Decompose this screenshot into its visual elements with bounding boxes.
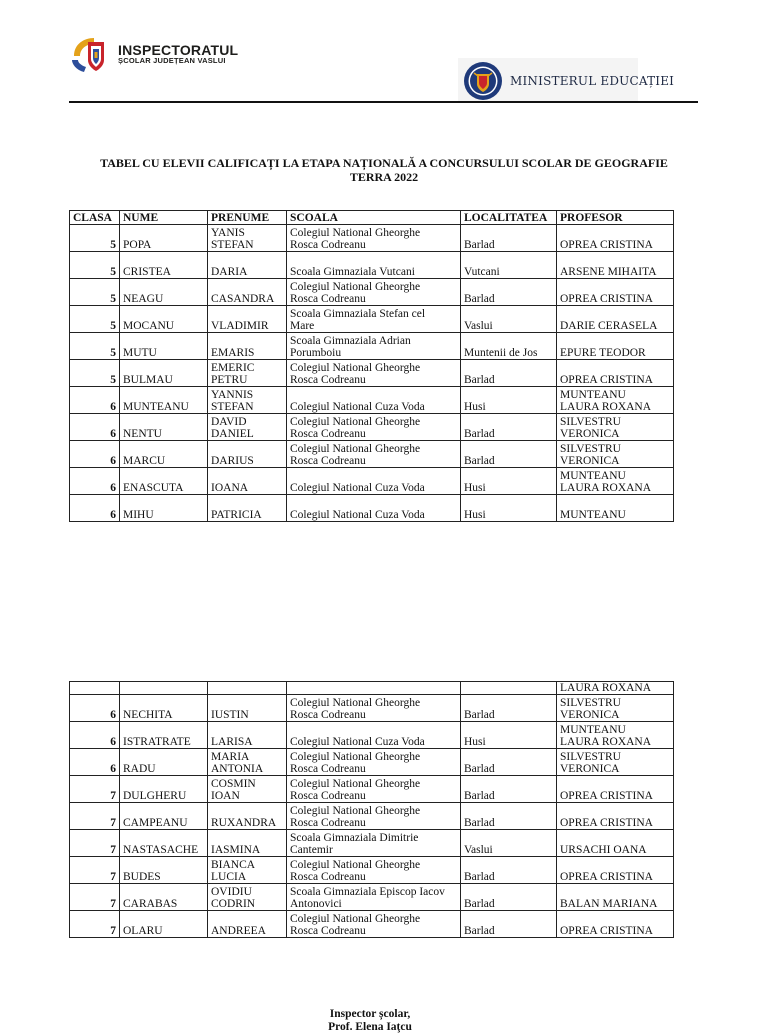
cell-scoala bbox=[287, 911, 461, 938]
cell-prenume bbox=[208, 884, 287, 911]
students-table-page1 bbox=[69, 210, 674, 522]
table-row-continuation bbox=[70, 682, 674, 695]
cell-profesor bbox=[557, 884, 674, 911]
column-header-profesor: PROFESOR bbox=[557, 211, 674, 225]
cell-prenume bbox=[208, 722, 287, 749]
cell-profesor-line: SILVESTRU bbox=[560, 443, 621, 455]
cell-localitate: Barlad bbox=[461, 279, 557, 306]
cell-scoala bbox=[287, 252, 461, 279]
cell-clasa: 5 bbox=[70, 306, 120, 333]
cell-prenume-line: CODRIN bbox=[211, 898, 256, 910]
cell-nume: NASTASACHE bbox=[120, 830, 208, 857]
table-row bbox=[70, 722, 674, 749]
cell-scoala-line: Rosca Codreanu bbox=[290, 871, 366, 883]
column-header-prenume: PRENUME bbox=[208, 211, 287, 225]
cell-scoala-line: Mare bbox=[290, 320, 315, 332]
cell-prenume-line: YANIS bbox=[211, 227, 245, 239]
cell-profesor-line: DARIE CERASELA bbox=[560, 320, 658, 332]
cell-nume: CAMPEANU bbox=[120, 803, 208, 830]
cell-prenume-line: DANIEL bbox=[211, 428, 254, 440]
signature-title: Inspector școlar, bbox=[329, 1008, 411, 1020]
cell-scoala bbox=[287, 495, 461, 522]
cell-scoala-line: Scoala Gimnaziala Stefan cel bbox=[290, 308, 426, 320]
cell-localitate: Vaslui bbox=[461, 830, 557, 857]
cell-nume: MUTU bbox=[120, 333, 208, 360]
cell-prenume-line: LARISA bbox=[211, 736, 253, 748]
cell-profesor-line: OPREA CRISTINA bbox=[560, 871, 653, 883]
table-row bbox=[70, 441, 674, 468]
cell-profesor bbox=[557, 441, 674, 468]
table-row bbox=[70, 252, 674, 279]
cell-scoala-line: Colegiul National Cuza Voda bbox=[290, 509, 425, 521]
cell-scoala-line: Colegiul National Gheorghe bbox=[290, 751, 421, 763]
cell-prenume bbox=[208, 441, 287, 468]
cell-scoala-line: Rosca Codreanu bbox=[290, 374, 366, 386]
cell-profesor bbox=[557, 468, 674, 495]
cell-prenume-line: MARIA bbox=[211, 751, 250, 763]
cell-scoala-line: Porumboiu bbox=[290, 347, 342, 359]
cell-nume: CARABAS bbox=[120, 884, 208, 911]
cell-prenume-line: DARIA bbox=[211, 266, 248, 278]
cell-profesor-line: URSACHI OANA bbox=[560, 844, 647, 856]
cell-scoala-line: Colegiul National Gheorghe bbox=[290, 778, 421, 790]
cell-scoala bbox=[287, 695, 461, 722]
cell-scoala-line: Scoala Gimnaziala Adrian bbox=[290, 335, 411, 347]
cell-clasa: 7 bbox=[70, 911, 120, 938]
cell-scoala-line: Rosca Codreanu bbox=[290, 709, 366, 721]
cell-prenume-line: PATRICIA bbox=[211, 509, 262, 521]
cell-localitate: Vaslui bbox=[461, 306, 557, 333]
cell-nume: MUNTEANU bbox=[120, 387, 208, 414]
cell-localitate: Husi bbox=[461, 495, 557, 522]
cell-profesor bbox=[557, 225, 674, 252]
header-rule bbox=[69, 101, 698, 103]
cell-nume: RADU bbox=[120, 749, 208, 776]
cell-localitate: Barlad bbox=[461, 225, 557, 252]
cell-nume: MARCU bbox=[120, 441, 208, 468]
cell-prenume bbox=[208, 360, 287, 387]
table-row bbox=[70, 911, 674, 938]
column-header-clasa: CLASA bbox=[70, 211, 120, 225]
cell-scoala-line: Rosca Codreanu bbox=[290, 239, 366, 251]
column-header-nume: NUME bbox=[120, 211, 208, 225]
isj-subtitle: ȘCOLAR JUDEȚEAN VASLUI bbox=[118, 56, 226, 65]
table-row bbox=[70, 803, 674, 830]
cell-profesor: LAURA ROXANA bbox=[557, 682, 674, 695]
cell-scoala bbox=[287, 441, 461, 468]
isj-logo-icon bbox=[68, 34, 114, 74]
cell-clasa: 7 bbox=[70, 830, 120, 857]
cell-profesor-line: VERONICA bbox=[560, 428, 620, 440]
cell-localitate: Barlad bbox=[461, 857, 557, 884]
ministry-title: MINISTERUL EDUCAȚIEI bbox=[510, 74, 675, 88]
cell-prenume bbox=[208, 830, 287, 857]
cell-prenume bbox=[208, 695, 287, 722]
cell-profesor-line: LAURA ROXANA bbox=[560, 401, 652, 413]
cell-clasa: 7 bbox=[70, 776, 120, 803]
cell-localitate: Husi bbox=[461, 387, 557, 414]
table-header-row bbox=[70, 211, 674, 225]
cell-nume: NEAGU bbox=[120, 279, 208, 306]
cell-nume: NENTU bbox=[120, 414, 208, 441]
cell-scoala-line: Rosca Codreanu bbox=[290, 455, 366, 467]
cell-profesor-line: SILVESTRU bbox=[560, 416, 621, 428]
cell-localitate: Barlad bbox=[461, 803, 557, 830]
cell-nume: MOCANU bbox=[120, 306, 208, 333]
cell-prenume bbox=[208, 803, 287, 830]
cell-localitate: Barlad bbox=[461, 414, 557, 441]
cell-scoala-line: Antonovici bbox=[290, 898, 342, 910]
students-table-page2 bbox=[69, 681, 674, 938]
cell-clasa: 6 bbox=[70, 495, 120, 522]
cell-prenume-line: ANTONIA bbox=[211, 763, 264, 775]
table-row bbox=[70, 360, 674, 387]
cell-profesor-line: MUNTEANU bbox=[560, 470, 626, 482]
cell-scoala-line: Colegiul National Cuza Voda bbox=[290, 482, 425, 494]
cell-scoala-line: Rosca Codreanu bbox=[290, 428, 366, 440]
column-header-scoala: SCOALA bbox=[287, 211, 461, 225]
cell-profesor-line: OPREA CRISTINA bbox=[560, 293, 653, 305]
cell-profesor bbox=[557, 414, 674, 441]
cell-prenume-line: RUXANDRA bbox=[211, 817, 277, 829]
cell-scoala-line: Scoala Gimnaziala Dimitrie bbox=[290, 832, 419, 844]
cell-profesor bbox=[557, 495, 674, 522]
cell-prenume-line: IOAN bbox=[211, 790, 240, 802]
cell-scoala-line: Colegiul National Gheorghe bbox=[290, 281, 421, 293]
table-row bbox=[70, 279, 674, 306]
cell-profesor-line: OPREA CRISTINA bbox=[560, 374, 653, 386]
cell-scoala-line: Colegiul National Cuza Voda bbox=[290, 401, 425, 413]
cell-nume: BULMAU bbox=[120, 360, 208, 387]
cell-scoala-line: Rosca Codreanu bbox=[290, 293, 366, 305]
cell-prenume bbox=[208, 333, 287, 360]
cell-profesor-line: OPREA CRISTINA bbox=[560, 790, 653, 802]
cell-profesor-line: MUNTEANU bbox=[560, 724, 626, 736]
cell-clasa: 6 bbox=[70, 387, 120, 414]
isj-title: INSPECTORATUL bbox=[118, 42, 239, 58]
cell-profesor-line: EPURE TEODOR bbox=[560, 347, 646, 359]
cell-localitate: Barlad bbox=[461, 441, 557, 468]
cell-scoala bbox=[287, 414, 461, 441]
cell-scoala-line: Colegiul National Gheorghe bbox=[290, 805, 421, 817]
cell-profesor-line: SILVESTRU bbox=[560, 751, 621, 763]
cell-localitate: Muntenii de Jos bbox=[461, 333, 557, 360]
cell-prenume bbox=[208, 468, 287, 495]
table-row bbox=[70, 884, 674, 911]
cell-scoala bbox=[287, 884, 461, 911]
cell-profesor bbox=[557, 749, 674, 776]
cell-prenume-line: LUCIA bbox=[211, 871, 247, 883]
cell-prenume-line: EMARIS bbox=[211, 347, 255, 359]
cell-scoala bbox=[287, 776, 461, 803]
table-row bbox=[70, 414, 674, 441]
cell-scoala-line: Scoala Gimnaziala Episcop Iacov bbox=[290, 886, 445, 898]
cell-clasa: 5 bbox=[70, 225, 120, 252]
cell-scoala-line: Rosca Codreanu bbox=[290, 925, 366, 937]
cell-scoala-line: Colegiul National Cuza Voda bbox=[290, 736, 425, 748]
cell-clasa: 6 bbox=[70, 695, 120, 722]
cell-scoala-line: Colegiul National Gheorghe bbox=[290, 362, 421, 374]
cell-profesor-line: OPREA CRISTINA bbox=[560, 239, 653, 251]
table-row bbox=[70, 830, 674, 857]
cell-scoala-line: Rosca Codreanu bbox=[290, 817, 366, 829]
cell-profesor bbox=[557, 279, 674, 306]
cell-localitate: Barlad bbox=[461, 360, 557, 387]
cell-clasa: 7 bbox=[70, 857, 120, 884]
cell-prenume-line: YANNIS bbox=[211, 389, 254, 401]
cell-nume: MIHU bbox=[120, 495, 208, 522]
cell-prenume bbox=[208, 911, 287, 938]
cell-localitate: Barlad bbox=[461, 749, 557, 776]
cell-clasa: 6 bbox=[70, 468, 120, 495]
cell-prenume-line: DARIUS bbox=[211, 455, 254, 467]
cell-profesor-line: MUNTEANU bbox=[560, 509, 626, 521]
table-row bbox=[70, 776, 674, 803]
cell-nume: ISTRATRATE bbox=[120, 722, 208, 749]
table-row bbox=[70, 749, 674, 776]
cell-profesor bbox=[557, 776, 674, 803]
cell-profesor-line: BALAN MARIANA bbox=[560, 898, 658, 910]
cell-clasa: 6 bbox=[70, 749, 120, 776]
cell-localitate: Barlad bbox=[461, 776, 557, 803]
cell-prenume bbox=[208, 279, 287, 306]
cell-localitate: Husi bbox=[461, 722, 557, 749]
cell-prenume bbox=[208, 252, 287, 279]
cell-prenume bbox=[208, 776, 287, 803]
cell-nume: ENASCUTA bbox=[120, 468, 208, 495]
cell-nume: DULGHERU bbox=[120, 776, 208, 803]
cell-localitate: Barlad bbox=[461, 911, 557, 938]
table-row bbox=[70, 468, 674, 495]
cell-clasa: 6 bbox=[70, 722, 120, 749]
cell-profesor bbox=[557, 360, 674, 387]
cell-prenume bbox=[208, 495, 287, 522]
cell-clasa: 5 bbox=[70, 333, 120, 360]
cell-prenume-line: CASANDRA bbox=[211, 293, 275, 305]
document-title-line1: TABEL CU ELEVII CALIFICAȚI LA ETAPA NAȚIONALĂ A CONCURSULUI SCOLAR DE GEOGRAFIE bbox=[100, 156, 668, 170]
cell-prenume-line: STEFAN bbox=[211, 401, 254, 413]
cell-scoala bbox=[287, 749, 461, 776]
signature-name: Prof. Elena Iaţcu bbox=[328, 1021, 412, 1033]
cell-prenume-line: VLADIMIR bbox=[211, 320, 269, 332]
document-title-line2: TERRA 2022 bbox=[349, 170, 419, 184]
cell-profesor-line: MUNTEANU bbox=[560, 389, 626, 401]
cell-profesor bbox=[557, 252, 674, 279]
cell-prenume bbox=[208, 306, 287, 333]
cell-prenume-line: PETRU bbox=[211, 374, 248, 386]
table-row bbox=[70, 495, 674, 522]
cell-profesor-line: VERONICA bbox=[560, 709, 620, 721]
cell-nume: BUDES bbox=[120, 857, 208, 884]
cell-profesor bbox=[557, 333, 674, 360]
cell-profesor bbox=[557, 722, 674, 749]
cell-prenume bbox=[208, 387, 287, 414]
cell-prenume bbox=[208, 414, 287, 441]
cell-scoala-line: Rosca Codreanu bbox=[290, 790, 366, 802]
table-row bbox=[70, 333, 674, 360]
romania-seal-icon bbox=[463, 61, 503, 101]
cell-scoala-line: Colegiul National Gheorghe bbox=[290, 859, 421, 871]
cell-nume: CRISTEA bbox=[120, 252, 208, 279]
cell-prenume-line: COSMIN bbox=[211, 778, 256, 790]
cell-prenume-line: IASMINA bbox=[211, 844, 261, 856]
cell-scoala bbox=[287, 306, 461, 333]
cell-prenume-line: STEFAN bbox=[211, 239, 254, 251]
cell-scoala-line: Colegiul National Gheorghe bbox=[290, 913, 421, 925]
cell-scoala bbox=[287, 468, 461, 495]
cell-prenume-line: EMERIC bbox=[211, 362, 255, 374]
cell-nume: NECHITA bbox=[120, 695, 208, 722]
cell-scoala bbox=[287, 857, 461, 884]
cell-profesor bbox=[557, 911, 674, 938]
table-row bbox=[70, 225, 674, 252]
cell-localitate: Barlad bbox=[461, 695, 557, 722]
cell-scoala-line: Scoala Gimnaziala Vutcani bbox=[290, 266, 415, 278]
cell-localitate: Husi bbox=[461, 468, 557, 495]
cell-scoala-line: Colegiul National Gheorghe bbox=[290, 697, 421, 709]
cell-prenume-line: ANDREEA bbox=[211, 925, 266, 937]
cell-scoala-line: Colegiul National Gheorghe bbox=[290, 227, 421, 239]
cell-clasa: 6 bbox=[70, 441, 120, 468]
cell-profesor bbox=[557, 803, 674, 830]
cell-profesor bbox=[557, 306, 674, 333]
cell-scoala-line: Colegiul National Gheorghe bbox=[290, 416, 421, 428]
table-row bbox=[70, 695, 674, 722]
cell-prenume-line: BIANCA bbox=[211, 859, 256, 871]
cell-scoala bbox=[287, 360, 461, 387]
cell-scoala bbox=[287, 387, 461, 414]
cell-clasa: 5 bbox=[70, 360, 120, 387]
cell-profesor-line: SILVESTRU bbox=[560, 697, 621, 709]
cell-profesor bbox=[557, 695, 674, 722]
cell-localitate: Barlad bbox=[461, 884, 557, 911]
cell-profesor bbox=[557, 857, 674, 884]
cell-scoala bbox=[287, 722, 461, 749]
cell-profesor bbox=[557, 830, 674, 857]
cell-prenume bbox=[208, 857, 287, 884]
cell-scoala-line: Rosca Codreanu bbox=[290, 763, 366, 775]
cell-prenume bbox=[208, 749, 287, 776]
column-header-localitatea: LOCALITATEA bbox=[461, 211, 557, 225]
cell-prenume-line: OVIDIU bbox=[211, 886, 252, 898]
cell-nume: POPA bbox=[120, 225, 208, 252]
cell-prenume-line: IUSTIN bbox=[211, 709, 249, 721]
cell-clasa: 7 bbox=[70, 803, 120, 830]
table-row bbox=[70, 857, 674, 884]
cell-profesor-line: OPREA CRISTINA bbox=[560, 817, 653, 829]
cell-clasa: 5 bbox=[70, 252, 120, 279]
cell-scoala-line: Cantemir bbox=[290, 844, 333, 856]
cell-scoala bbox=[287, 830, 461, 857]
cell-clasa: 7 bbox=[70, 884, 120, 911]
cell-prenume-line: DAVID bbox=[211, 416, 247, 428]
cell-nume: OLARU bbox=[120, 911, 208, 938]
cell-scoala bbox=[287, 279, 461, 306]
cell-clasa: 5 bbox=[70, 279, 120, 306]
cell-scoala bbox=[287, 225, 461, 252]
cell-prenume bbox=[208, 225, 287, 252]
cell-profesor-line: OPREA CRISTINA bbox=[560, 925, 653, 937]
cell-profesor-line: VERONICA bbox=[560, 763, 620, 775]
cell-localitate: Vutcani bbox=[461, 252, 557, 279]
cell-scoala bbox=[287, 333, 461, 360]
cell-scoala bbox=[287, 803, 461, 830]
cell-profesor-line: LAURA ROXANA bbox=[560, 736, 652, 748]
cell-profesor-line: LAURA ROXANA bbox=[560, 482, 652, 494]
cell-prenume-line: IOANA bbox=[211, 482, 249, 494]
cell-profesor-line: ARSENE MIHAITA bbox=[560, 266, 657, 278]
cell-profesor-line: VERONICA bbox=[560, 455, 620, 467]
table-row bbox=[70, 387, 674, 414]
document-title bbox=[70, 156, 698, 184]
table-row bbox=[70, 306, 674, 333]
cell-clasa: 6 bbox=[70, 414, 120, 441]
cell-profesor bbox=[557, 387, 674, 414]
cell-scoala-line: Colegiul National Gheorghe bbox=[290, 443, 421, 455]
